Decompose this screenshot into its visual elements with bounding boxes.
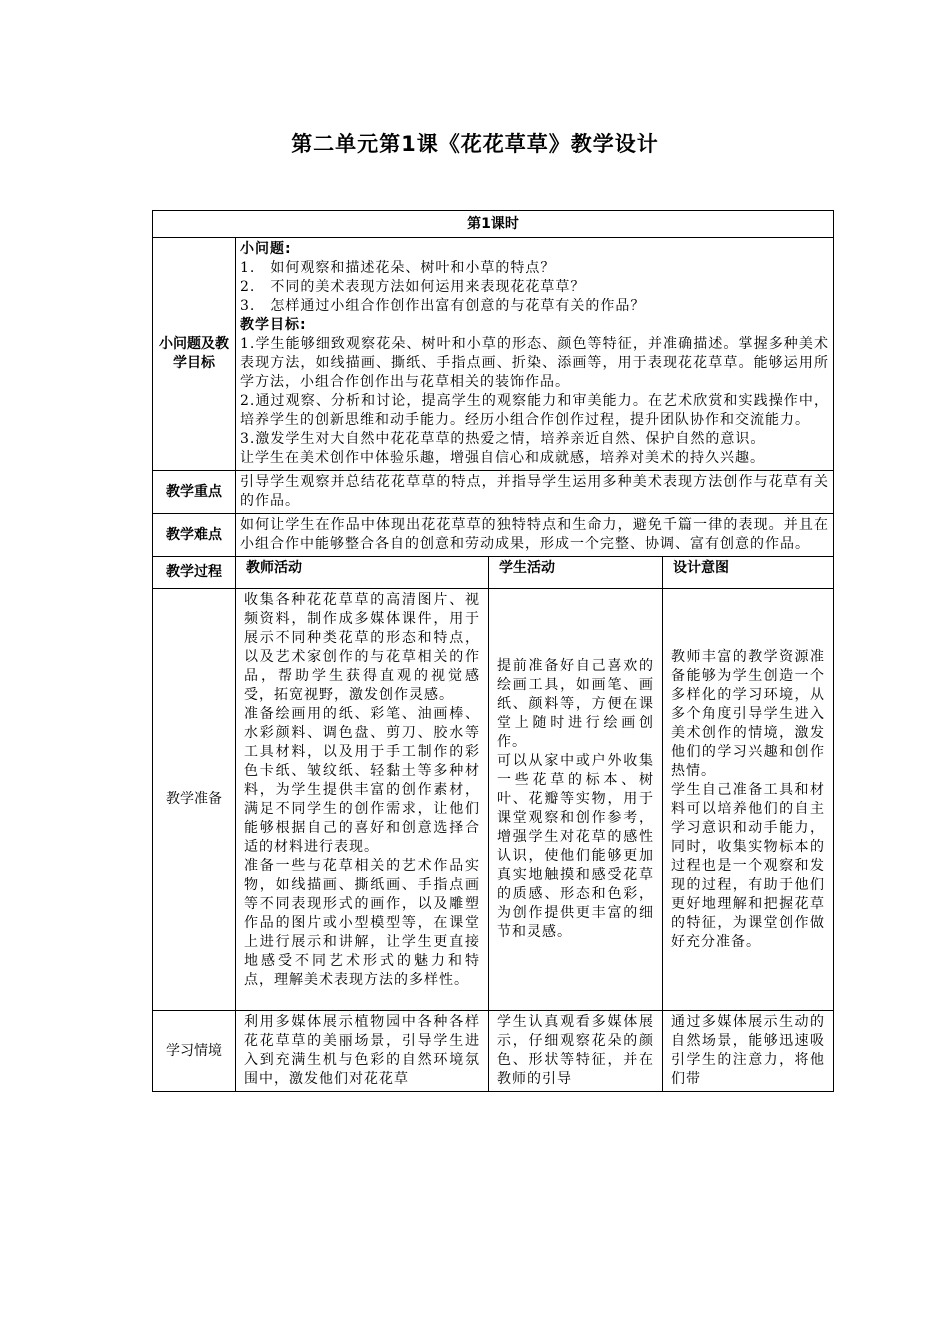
situation-label: 学习情境	[153, 1011, 236, 1092]
situation-student-text: 学生认真观看多媒体展示，仔细观察花朵的颜色、形状等特征，并在教师的引导	[497, 1014, 654, 1087]
document-title: 第二单元第1课《花花草草》教学设计	[291, 132, 659, 156]
key-point-label: 教学重点	[153, 471, 236, 514]
question-item: 1. 如何观察和描述花朵、树叶和小草的特点？	[240, 260, 556, 276]
student-activity-paragraph: 提前准备好自己喜欢的绘画工具，如画笔、画纸、颜料等，方便在课堂上随时进行绘画创作。	[497, 658, 654, 750]
period-header: 第1课时	[153, 211, 834, 238]
goal-item: 2.通过观察、分析和讨论，提高学生的观察能力和审美能力。在艺术欣赏和实践操作中，培养学生的创新思维和动手能力。经历小组合作创作过程，提升团队协作和交流能力。	[240, 393, 829, 428]
question-item: 3. 怎样通过小组合作创作出富有创意的与花草有关的作品？	[240, 298, 646, 314]
goal-item: 3.激发学生对大自然中花花草草的热爱之情，培养亲近自然、保护自然的意识。	[240, 431, 766, 447]
lesson-plan-table	[152, 210, 834, 1092]
key-point-text: 引导学生观察并总结花花草草的特点，并指导学生运用多种美术表现方法创作与花草有关的作品。	[236, 471, 834, 514]
intent-column-header: 设计意图	[663, 557, 834, 589]
situation-teacher-text: 利用多媒体展示植物园中各种各样花花草草的美丽场景，引导学生进入到充满生机与色彩的自然环境氛围中，激发他们对花花草	[244, 1014, 480, 1087]
goals-heading: 教学目标:	[240, 317, 307, 333]
teacher-column-header: 教师活动	[236, 557, 489, 589]
student-activity-paragraph: 可以从家中或户外收集一些花草的标本、树叶、花瓣等实物，用于课堂观察和创作参考，增强学生对花草的感性认识，使他们能够更加真实地触摸和感受花草的质感、形态和色彩，为创作提供更丰富的细节和灵感。	[497, 753, 654, 940]
key-point-row	[153, 471, 834, 514]
objectives-label: 小问题及教学目标	[153, 238, 236, 471]
goal-item: 1.学生能够细致观察花朵、树叶和小草的形态、颜色等特征，并准确描述。掌握多种美术表现方法，如线描画、撕纸、手指点画、折染、添画等，用于表现花花草草。能够运用所学方法，小组合作创作出与花草相关的装饰作品。	[240, 336, 829, 390]
situation-student-cell	[489, 1011, 663, 1092]
situation-row	[153, 1011, 834, 1092]
process-header-row	[153, 557, 834, 589]
preparation-student-cell	[489, 589, 663, 1011]
objectives-row	[153, 238, 834, 471]
situation-teacher-cell	[236, 1011, 489, 1092]
goal-item: 让学生在美术创作中体验乐趣，增强自信心和成就感，培养对美术的持久兴趣。	[240, 450, 765, 466]
preparation-row	[153, 589, 834, 1011]
difficulty-text: 如何让学生在作品中体现出花花草草的独特特点和生命力，避免千篇一律的表现。并且在小组合作中能够整合各自的创意和劳动成果，形成一个完整、协调、富有创意的作品。	[236, 514, 834, 557]
questions-heading: 小问题:	[240, 241, 292, 257]
question-item: 2. 不同的美术表现方法如何运用来表现花花草草？	[240, 279, 586, 295]
preparation-label: 教学准备	[153, 589, 236, 1011]
situation-intent-text: 通过多媒体展示生动的自然场景，能够迅速吸引学生的注意力，将他们带	[671, 1014, 825, 1087]
intent-paragraph: 学生自己准备工具和材料可以培养他们的自主学习意识和动手能力，同时，收集实物标本的过程也是一个观察和发现的过程，有助于他们更好地理解和把握花草的特征，为课堂创作做好充分准备。	[671, 781, 825, 950]
difficulty-label: 教学难点	[153, 514, 236, 557]
teacher-activity-paragraph: 准备一些与花草相关的艺术作品实物，如线描画、撕纸画、手指点画等不同表现形式的画作，以及雕塑作品的图片或小型模型等，在课堂上进行展示和讲解，让学生更直接地感受不同艺术形式的魅力和特点，理解美术表现方法的多样性。	[244, 858, 480, 988]
process-label: 教学过程	[153, 557, 236, 589]
objectives-cell	[236, 238, 834, 471]
intent-paragraph: 教师丰富的教学资源准备能够为学生创造一个多样化的学习环境，从多个角度引导学生进入美术创作的情境，激发他们的学习兴趣和创作热情。	[671, 648, 825, 779]
difficulty-row	[153, 514, 834, 557]
preparation-intent-cell	[663, 589, 834, 1011]
teacher-activity-paragraph: 收集各种花花草草的高清图片、视频资料，制作成多媒体课件，用于展示不同种类花草的形态和特点，以及艺术家创作的与花草相关的作品，帮助学生获得直观的视觉感受，拓宽视野，激发创作灵感。	[244, 592, 480, 703]
preparation-teacher-cell	[236, 589, 489, 1011]
teacher-activity-paragraph: 准备绘画用的纸、彩笔、油画棒、水彩颜料、调色盘、剪刀、胶水等工具材料，以及用于手工制作的彩色卡纸、皱纹纸、轻黏土等多种材料，为学生提供丰富的创作素材，满足不同学生的创作需求，让他们能够根据自己的喜好和创意选择合适的材料进行表现。	[244, 706, 480, 855]
situation-intent-cell	[663, 1011, 834, 1092]
student-column-header: 学生活动	[489, 557, 663, 589]
period-header-row	[153, 211, 834, 238]
